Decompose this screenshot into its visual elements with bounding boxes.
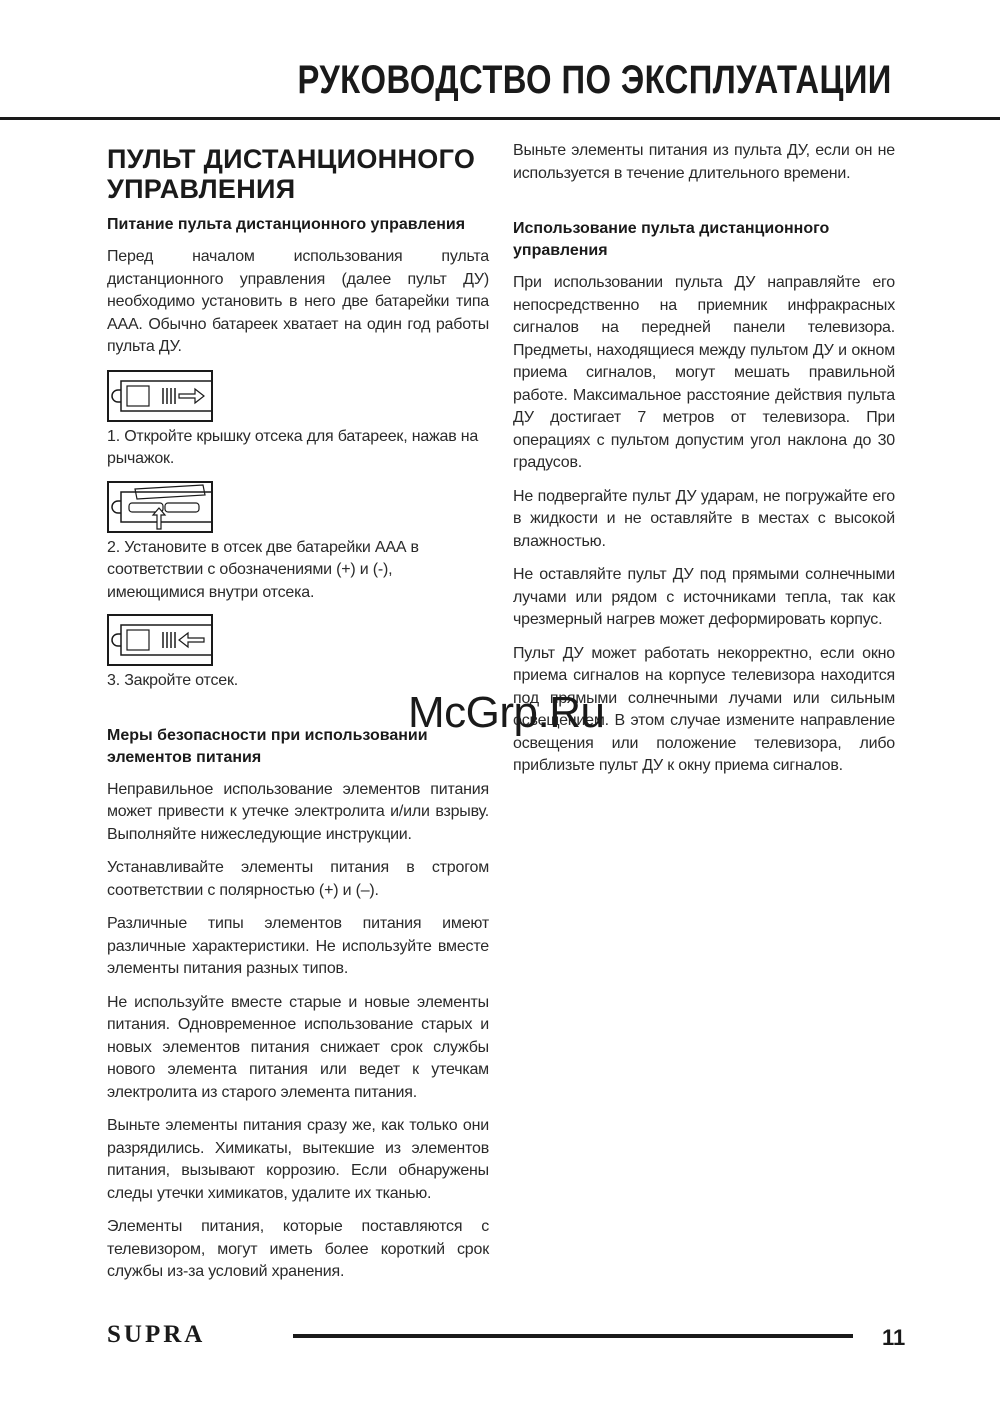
usage-paragraph: Не подвергайте пульт ДУ ударам, не погружайте его в жидкости и не оставляйте в местах с высокой влажностью. [513,487,895,550]
usage-paragraph: Не оставляйте пульт ДУ под прямыми солнечными лучами или рядом с источниками тепла, так как чрезмерный нагрев может деформировать корпус. [513,566,895,628]
brand-logo: SUPRA [107,1321,206,1348]
power-subhead: Питание пульта дистанционного управления [107,216,466,233]
usage-paragraph: Пульт ДУ может работать некорректно, если окно приема сигналов на корпусе телевизора находится под прямыми солнечными лучами или сильным освещением. В этом случае измените направление освещения или положение телевизора, либо приблизьте пульт ДУ к окну приема сигналов. [513,644,895,774]
header-rule [0,117,1000,120]
page-header-title: РУКОВОДСТВО ПО ЭКСПЛУАТАЦИИ [297,58,892,102]
battery-cover-open-icon [107,370,213,422]
remove-batteries-note: Выньте элементы питания из пульта ДУ, если он не используется в течение длительного времени. [513,142,895,182]
section-title-line1: ПУЛЬТ ДИСТАНЦИОННОГО [107,144,476,174]
usage-paragraph: При использовании пульта ДУ направляйте его непосредственно на приемник инфракрасных сигналов на передней панели телевизора. Предметы, находящиеся между пультом ДУ и окном приема сигналов, могут мешать правильной работе. Максимальное расстояние действия пульта ДУ достигает 7 метров от телевизора. При операциях с пультом допустим угол наклона до 30 градусов. [513,274,895,471]
safety-paragraph: Устанавливайте элементы питания в строгом соответствии с полярностью (+) и (–). [107,859,489,899]
footer-rule [293,1334,853,1338]
safety-paragraph: Не используйте вместе старые и новые элементы питания. Одновременное использование старых и новых элементов питания снижает срок службы нового элемента питания или ведет к утечкам электролита из старого элемента питания. [107,993,489,1101]
usage-subhead: Использование пульта дистанционного управления [513,220,830,259]
safety-subhead: Меры безопасности при использовании элементов питания [107,726,428,766]
step-2: 2. Установите в отсек две батарейки ААА в соответствии с обозначениями (+) и (-), имеющимися внутри отсека. [107,538,419,601]
safety-paragraph: Элементы питания, которые поставляются с телевизором, могут иметь более короткий срок службы из-за условий хранения. [107,1218,489,1280]
section-title [107,144,489,204]
power-intro: Перед началом использования пульта дистанционного управления (далее пульт ДУ) необходимо установить в него две батарейки типа ААА. Обычно батареек хватает на один год работы пульта ДУ. [107,248,489,355]
battery-insert-icon [107,481,213,533]
safety-paragraph: Выньте элементы питания сразу же, как только они разрядились. Химикаты, вытекшие из элементов питания, вызывают коррозию. Если обнаружены следы утечки химикатов, удалите их тканью. [107,1117,489,1202]
battery-cover-close-icon [107,614,213,666]
watermark: McGrp.Ru [408,688,605,737]
section-title-line2: УПРАВЛЕНИЯ [107,174,296,204]
step-3: 3. Закройте отсек. [107,672,239,689]
page-number: 11 [882,1325,906,1350]
step-1: 1. Откройте крышку отсека для батареек, нажав на рычажок. [107,427,479,467]
safety-paragraph: Неправильное использование элементов питания может привести к утечке электролита и/или взрыву. Выполняйте нижеследующие инструкции. [107,780,489,843]
safety-paragraph: Различные типы элементов питания имеют различные характеристики. Не используйте вместе элементы питания разных типов. [107,915,489,977]
